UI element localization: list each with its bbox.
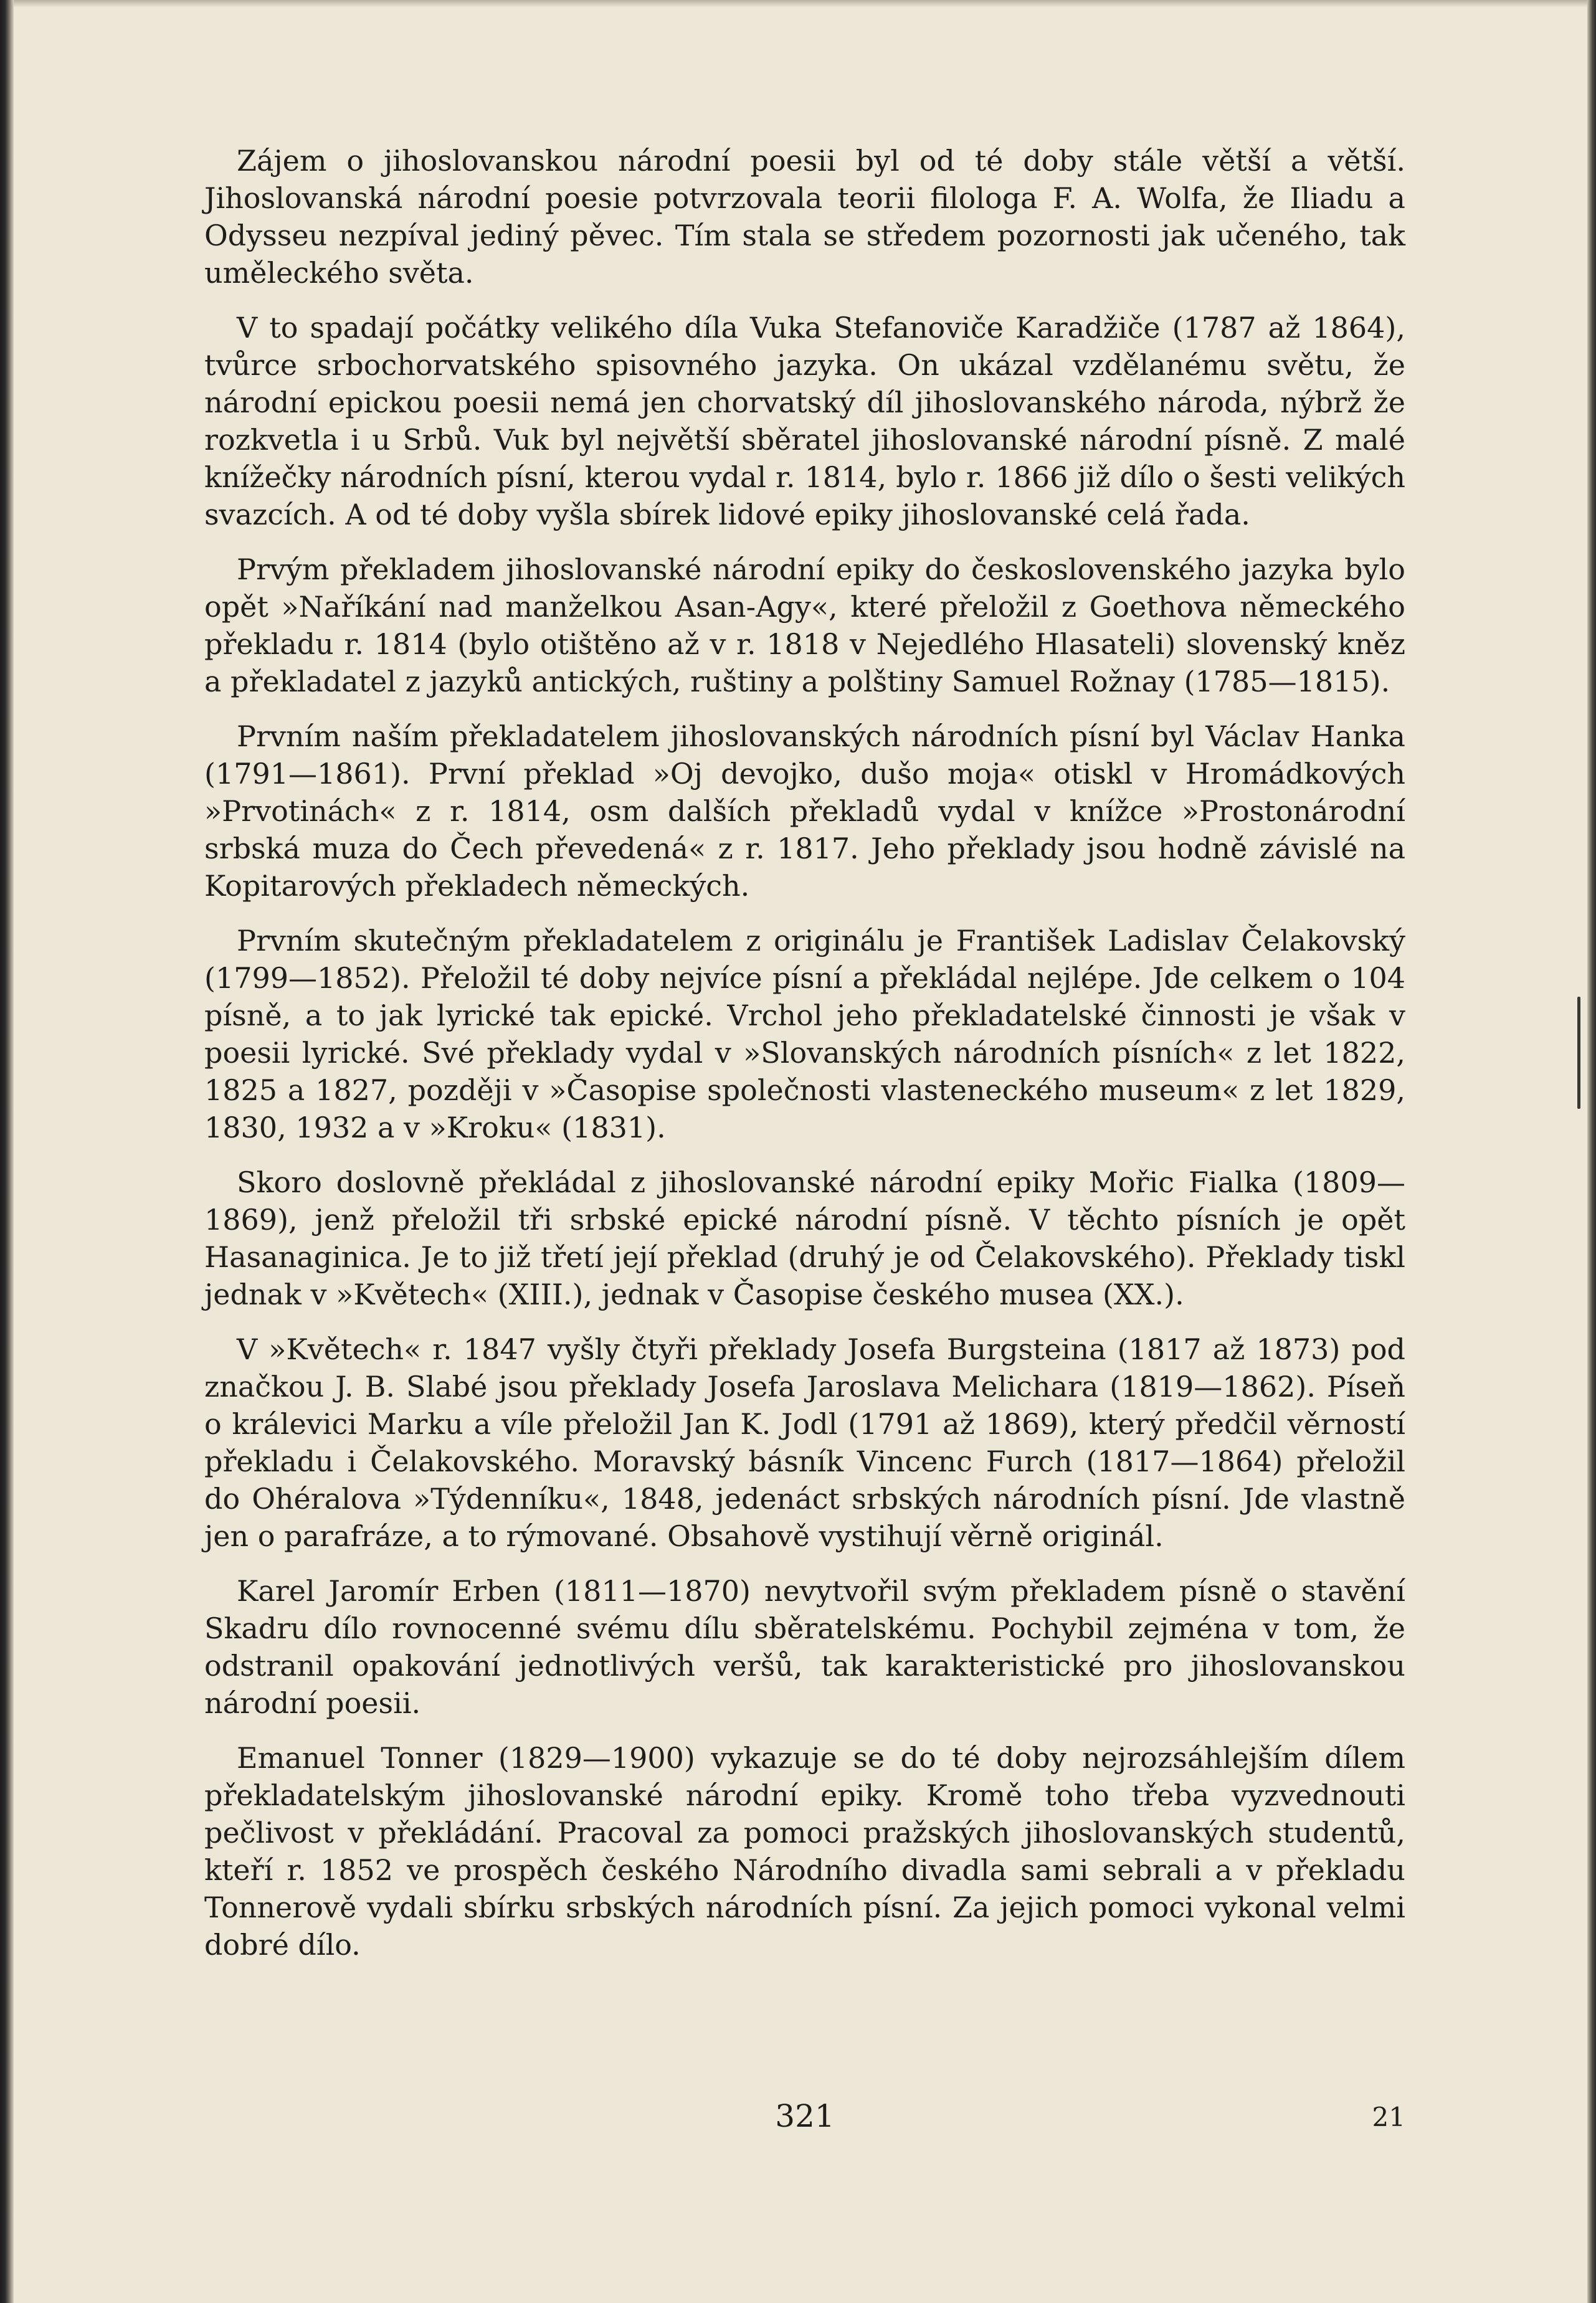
paragraph: Prvním skutečným překladatelem z originálu je František Ladislav Čelakovský (1799—1852). Přeložil té doby nejvíce písní a překládal nejlépe. Jde celkem o 104 písně, a to jak lyrické tak epické. Vrchol jeho překladatelské činnosti je však v poesii lyrické. Své překlady vydal v »Slovanských národních písních« z let 1822, 1825 a 1827, později v »Časopise společnosti vlasteneckého museum« z let 1829, 1830, 1932 a v »Kroku« (1831). xyxy=(204,924,1405,1144)
page-footer xyxy=(204,2098,1405,2142)
top-edge xyxy=(0,0,1596,7)
paragraph: Prvním naším překladatelem jihoslovanských národních písní byl Václav Hanka (1791—1861). První překlad »Oj devojko, dušo moja« otiskl v Hromádkových »Prvotinách« z r. 1814, osm dalších překladů vydal v knížce »Prostonárodní srbská muza do Čech převedená« z r. 1817. Jeho překlady jsou hodně závislé na Kopitarových překladech německých. xyxy=(204,719,1405,903)
paragraph: V to spadají počátky velikého díla Vuka Stefanoviče Karadžiče (1787 až 1864), tvůrce srbochorvatského spisovného jazyka. On ukázal vzdělanému světu, že národní epickou poesii nemá jen chorvatský díl jihoslovanského národa, nýbrž že rozkvetla i u Srbů. Vuk byl největší sběratel jihoslovanské národní písně. Z malé knížečky národních písní, kterou vydal r. 1814, bylo r. 1866 již dílo o šesti velikých svazcích. A od té doby vyšla sbírek lidové epiky jihoslovanské celá řada. xyxy=(204,311,1405,531)
page-number: 321 xyxy=(775,2098,835,2134)
paragraph: V »Květech« r. 1847 vyšly čtyři překlady Josefa Burgsteina (1817 až 1873) pod značkou J. B. Slabé jsou překlady Josefa Jaroslava Melichara (1819—1862). Píseň o králevici Marku a víle přeložil Jan K. Jodl (1791 až 1869), který předčil věrností překladu i Čelakovského. Moravský básník Vincenc Furch (1817—1864) přeložil do Ohéralova »Týdenníku«, 1848, jedenáct srbských národních písní. Jde vlastně jen o parafráze, a to rýmované. Obsahově vystihují věrně originál. xyxy=(204,1332,1405,1553)
binding-left-edge xyxy=(0,0,14,2303)
paragraph: Karel Jaromír Erben (1811—1870) nevytvořil svým překladem písně o stavění Skadru dílo rovnocenné svému dílu sběratelskému. Pochybil zejména v tom, že odstranil opakování jednotlivých veršů, tak karakteristické pro jihoslovanskou národní poesii. xyxy=(204,1574,1405,1720)
paragraph: Emanuel Tonner (1829—1900) vykazuje se do té doby nejrozsáhlejším dílem překladatelským jihoslovanské národní epiky. Kromě toho třeba vyzvednouti pečlivost v překládání. Pracoval za pomoci pražských jihoslovanských studentů, kteří r. 1852 ve prospěch českého Národního divadla sami sebrali a v překladu Tonnerově vydali sbírku srbských národních písní. Za jejich pomoci vykonal velmi dobré dílo. xyxy=(204,1741,1405,1962)
paragraph: Skoro doslovně překládal z jihoslovanské národní epiky Mořic Fialka (1809—1869), jenž přeložil tři srbské epické národní písně. V těchto písních je opět Hasanaginica. Je to již třetí její překlad (druhý je od Čelakovského). Překlady tiskl jednak v »Květech« (XIII.), jednak v Časopise českého musea (XX.). xyxy=(204,1166,1405,1311)
paragraph: Zájem o jihoslovanskou národní poesii byl od té doby stále větší a větší. Jihoslovanská národní poesie potvrzovala teorii filologa F. A. Wolfa, že Iliadu a Odysseu nezpíval jediný pěvec. Tím stala se středem pozornosti jak učeného, tak uměleckého světa. xyxy=(204,144,1405,290)
signature-mark: 21 xyxy=(1372,2102,1405,2132)
edge-mark xyxy=(1577,997,1580,1109)
binding-right-edge xyxy=(1587,0,1596,2303)
paragraph: Prvým překladem jihoslovanské národní epiky do československého jazyka bylo opět »Naříkání nad manželkou Asan-Agy«, které přeložil z Goethova německého překladu r. 1814 (bylo otištěno až v r. 1818 v Nejedlého Hlasateli) slovenský kněz a překladatel z jazyků antických, ruštiny a polštiny Samuel Rožnay (1785—1815). xyxy=(204,553,1405,698)
body-text xyxy=(204,142,1405,1981)
